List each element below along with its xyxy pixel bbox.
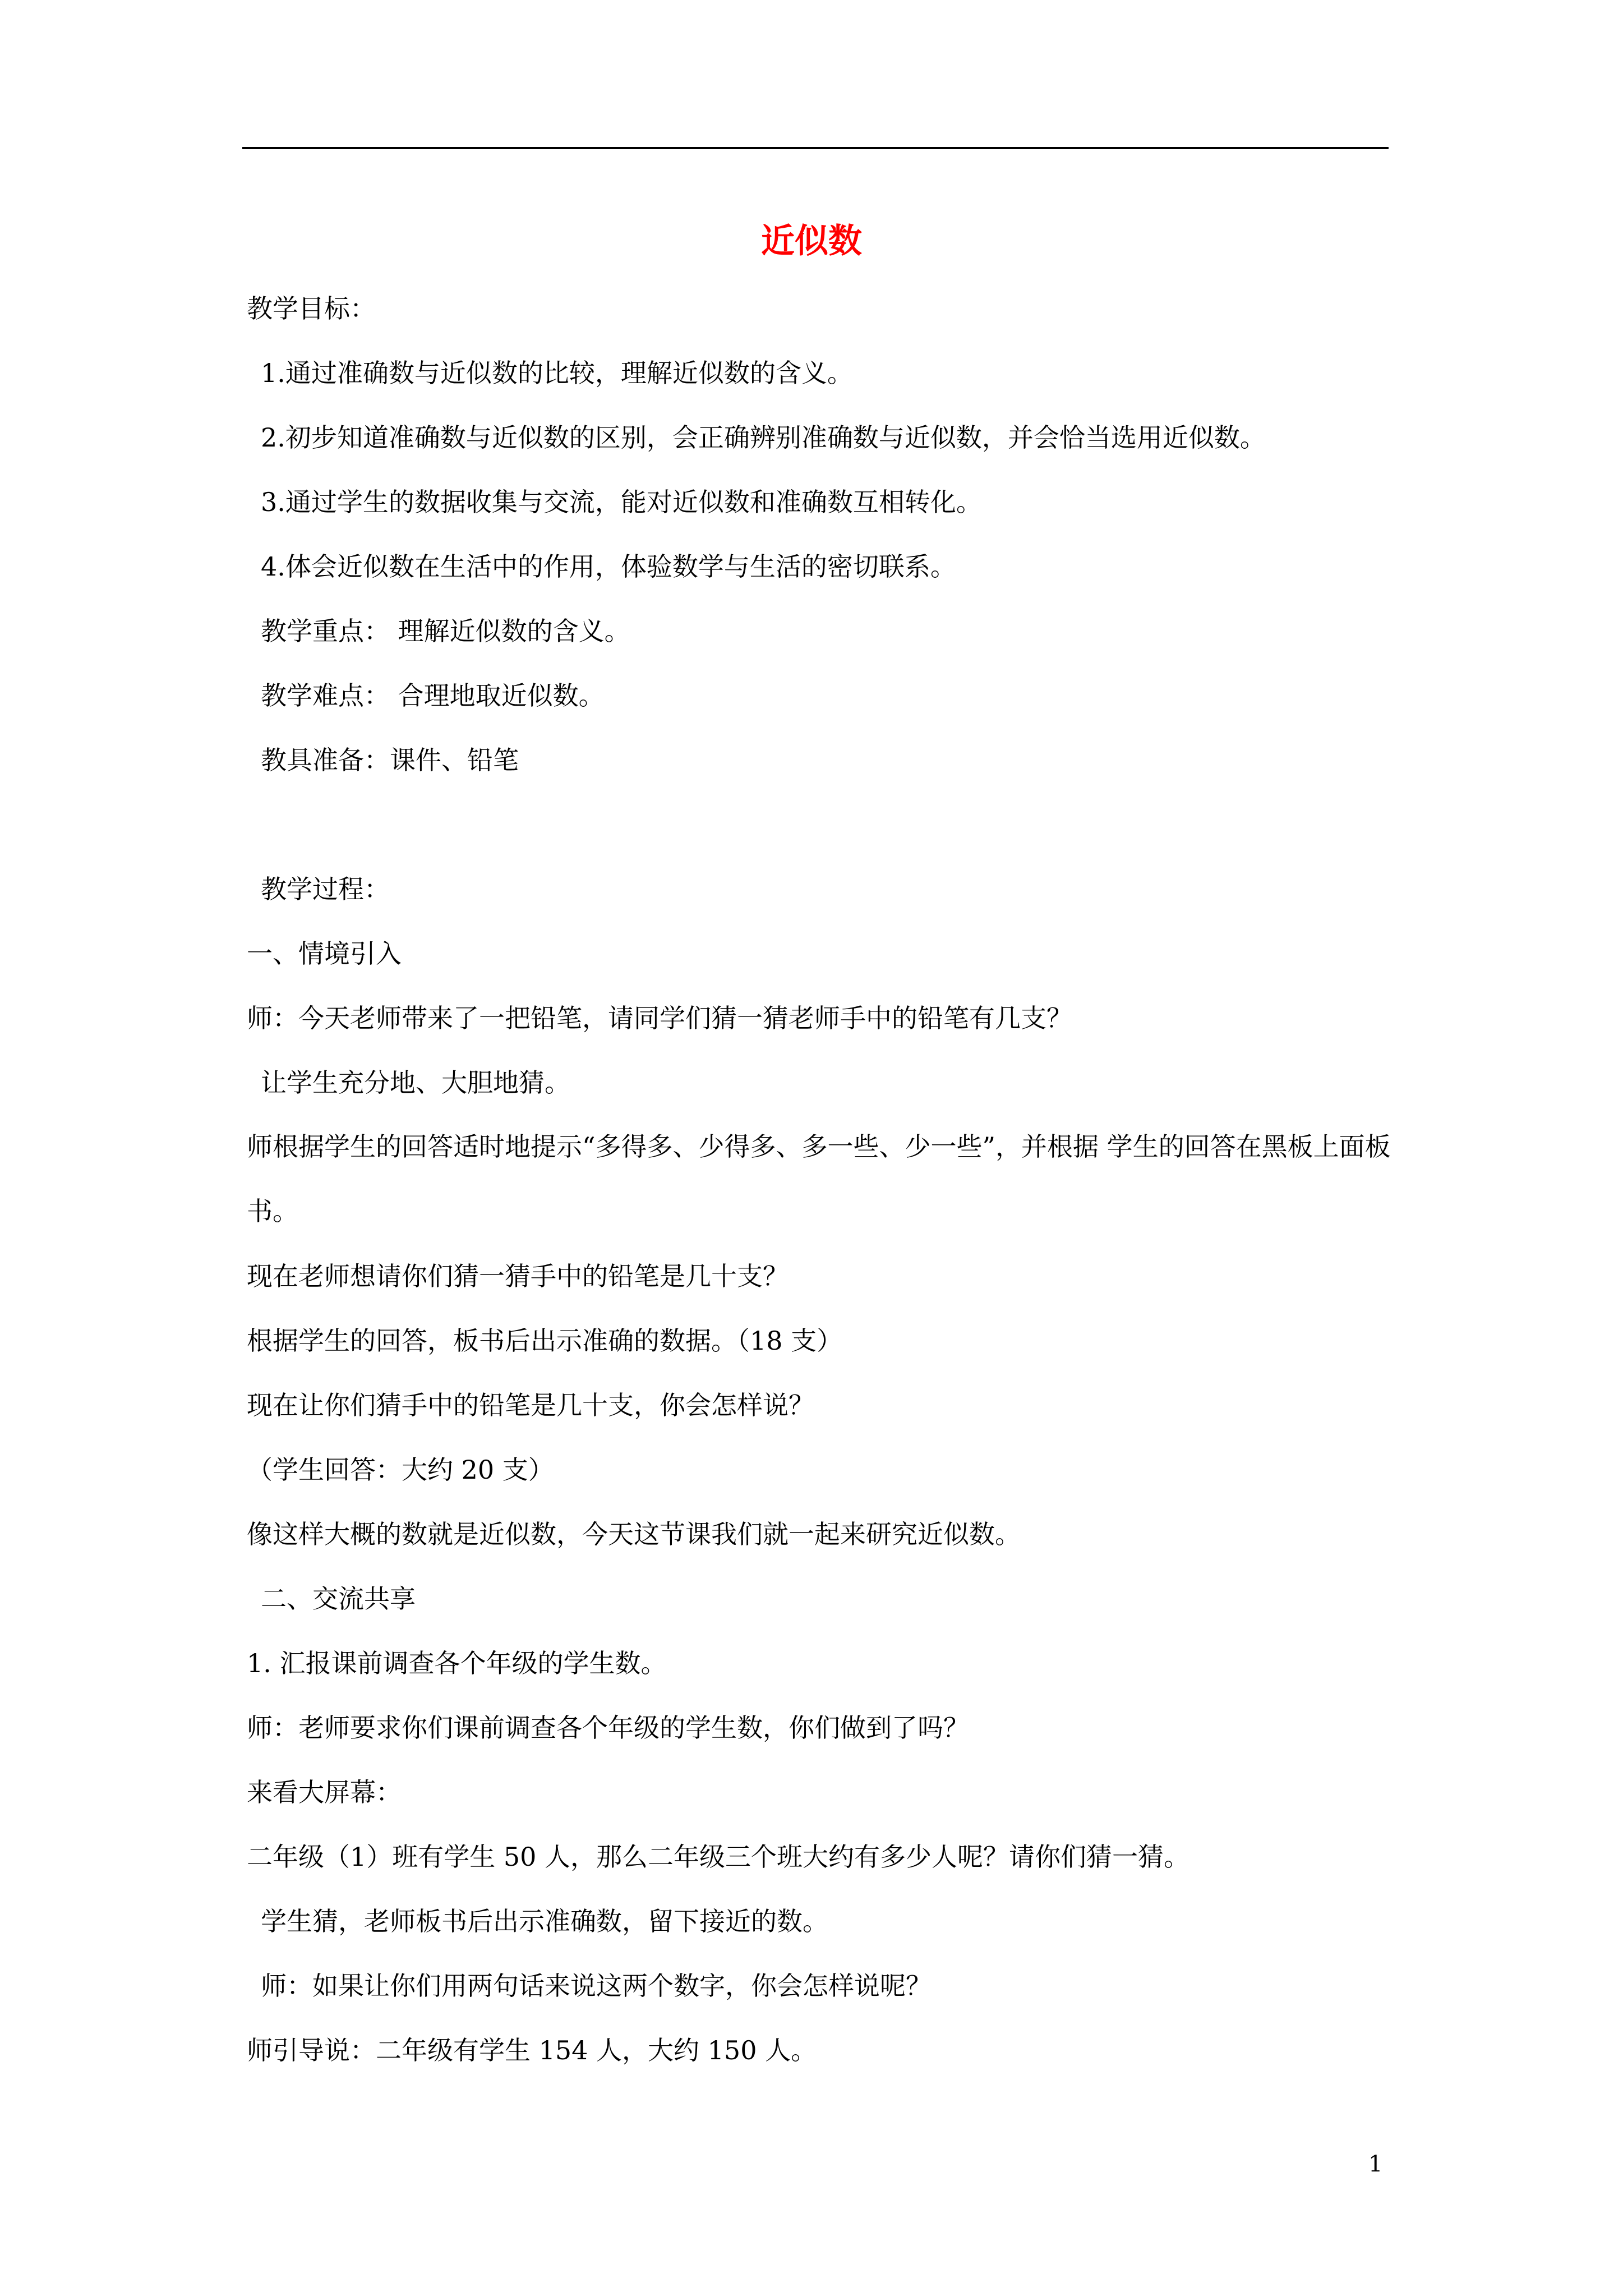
paragraph: 来看大屏幕：: [247, 1777, 402, 1807]
paragraph: 现在老师想请你们猜一猜手中的铅笔是几十支？: [247, 1261, 789, 1291]
key-point: 教学重点： 理解近似数的含义。: [261, 616, 630, 646]
paragraph: 像这样大概的数就是近似数，今天这节课我们就一起来研究近似数。: [247, 1519, 1021, 1549]
section-1-heading: 一、情境引入: [247, 938, 402, 969]
objectives-heading: 教学目标：: [247, 293, 376, 324]
process-heading: 教学过程：: [261, 874, 390, 904]
paragraph: 1. 汇报课前调查各个年级的学生数。: [247, 1648, 667, 1678]
document-title: 近似数: [761, 222, 862, 261]
difficulty: 教学难点： 合理地取近似数。: [261, 680, 605, 711]
page-number: 1: [1368, 2151, 1383, 2177]
objective-3: 3.通过学生的数据收集与交流，能对近似数和准确数互相转化。: [261, 487, 982, 517]
paragraph: 学生猜，老师板书后出示准确数，留下接近的数。: [261, 1906, 828, 1936]
paragraph: 师：老师要求你们课前调查各个年级的学生数，你们做到了吗？: [247, 1713, 969, 1743]
paragraph: 根据学生的回答，板书后出示准确的数据。（18 支）: [247, 1326, 843, 1356]
objective-2: 2.初步知道准确数与近似数的区别，会正确辨别准确数与近似数，并会恰当选用近似数。: [261, 422, 1266, 453]
materials: 教具准备：课件、铅笔: [261, 745, 519, 775]
paragraph: （学生回答：大约 20 支）: [247, 1455, 554, 1485]
paragraph: 二年级（1）班有学生 50 人，那么二年级三个班大约有多少人呢？请你们猜一猜。: [247, 1842, 1190, 1872]
header-rule: [242, 147, 1389, 149]
objective-4: 4.体会近似数在生活中的作用，体验数学与生活的密切联系。: [261, 551, 956, 582]
paragraph: 师：今天老师带来了一把铅笔，请同学们猜一猜老师手中的铅笔有几支？: [247, 1003, 1072, 1033]
document-body: [247, 292, 1396, 2098]
section-2-heading: 二、交流共享: [261, 1584, 416, 1614]
paragraph-gap: [247, 1244, 1396, 1259]
paragraph: 师引导说：二年级有学生 154 人，大约 150 人。: [247, 2035, 817, 2065]
objective-1: 1.通过准确数与近似数的比较，理解近似数的含义。: [261, 358, 853, 388]
paragraph: 现在让你们猜手中的铅笔是几十支，你会怎样说？: [247, 1390, 814, 1420]
paragraph: 师：如果让你们用两句话来说这两个数字，你会怎样说呢？: [261, 1971, 932, 2001]
blank-line: [247, 808, 1396, 872]
paragraph: 师根据学生的回答适时地提示“多得多、少得多、多一些、少一些”，并根据 学生的回答在黑板上面板书。: [247, 1131, 1391, 1226]
paragraph: 让学生充分地、大胆地猜。: [261, 1068, 570, 1098]
